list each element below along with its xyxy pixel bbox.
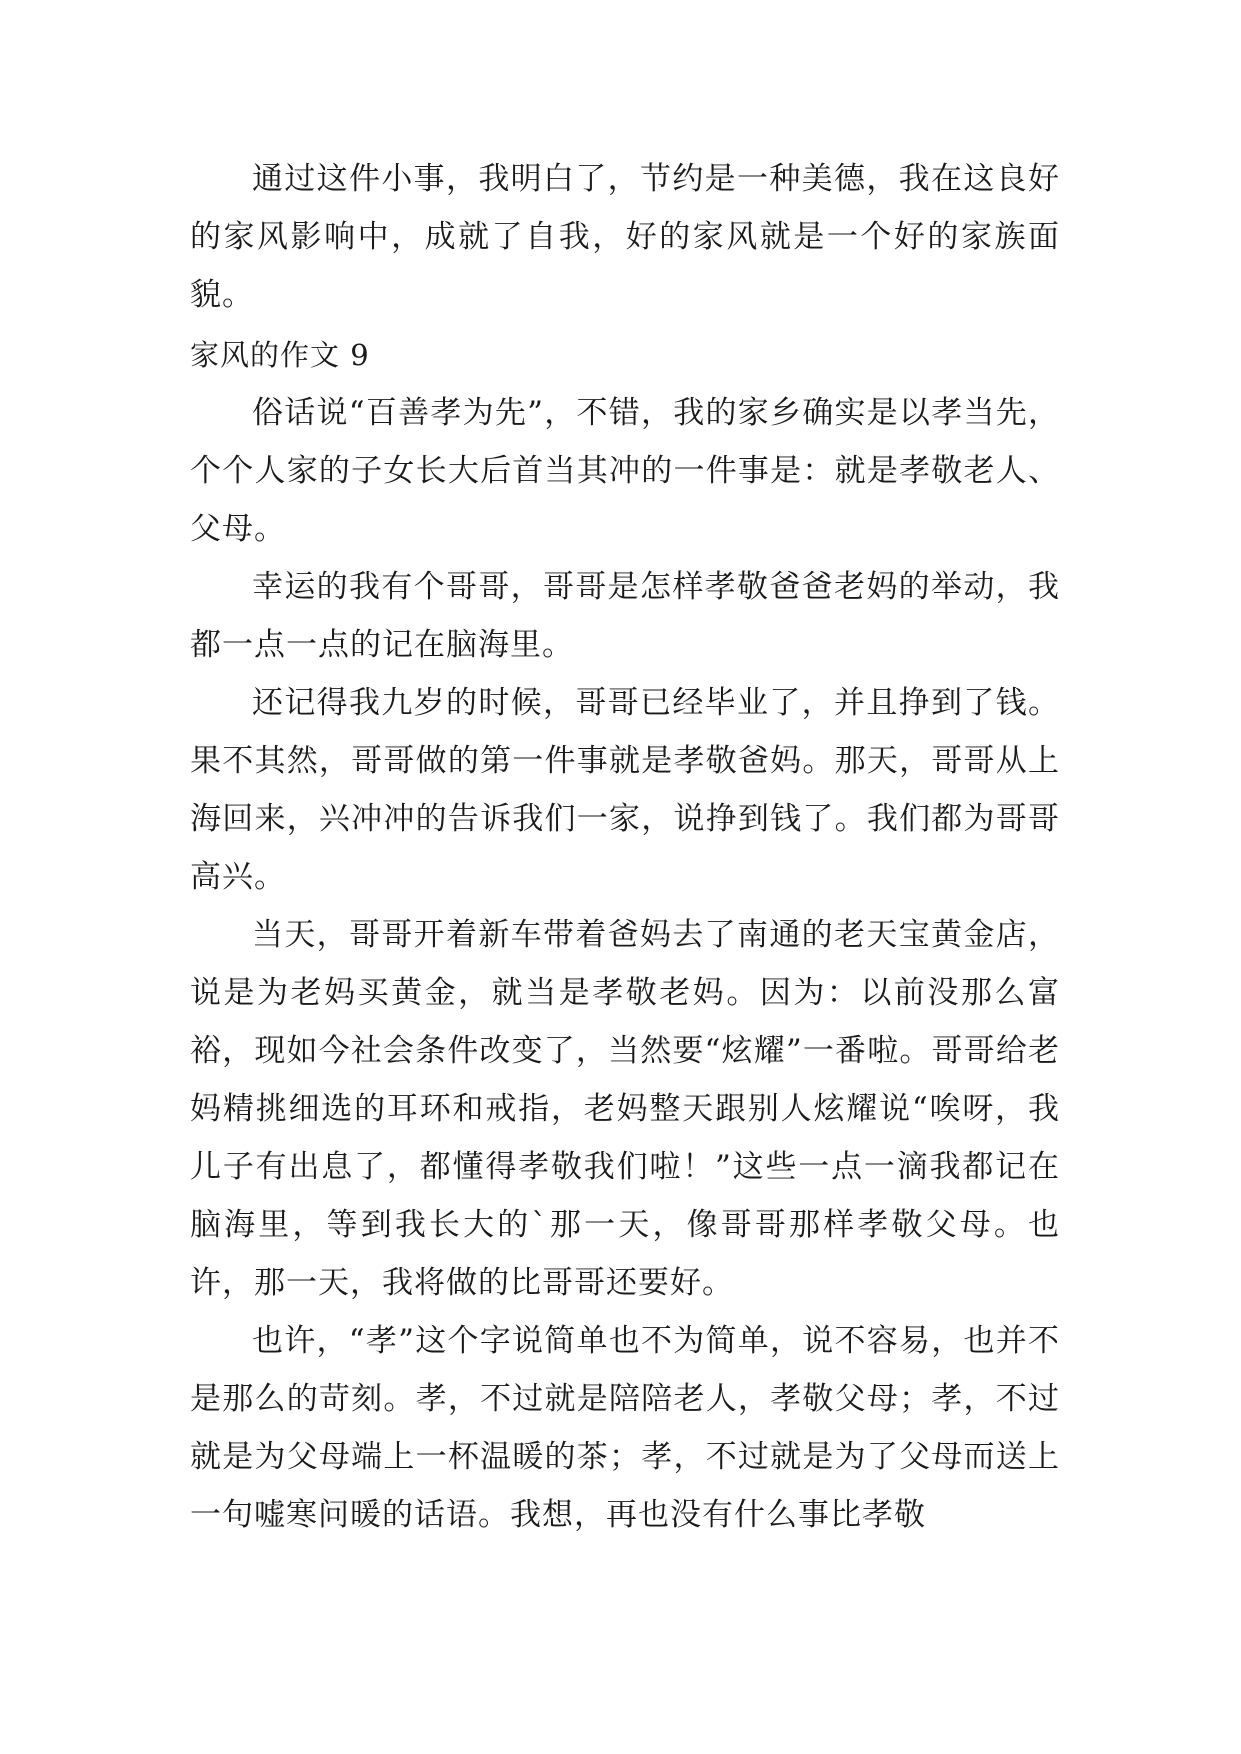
paragraph: 当天，哥哥开着新车带着爸妈去了南通的老天宝黄金店，说是为老妈买黄金，就当是孝敬老妈。因为：以前没那么富裕，现如今社会条件改变了，当然要“炫耀”一番啦。哥哥给老妈精挑细选的耳环和戒指，老妈整天跟别人炫耀说“唉呀，我儿子有出息了，都懂得孝敬我们啦！”这些一点一滴我都记在脑海里，等到我长大的`那一天，像哥哥那样孝敬父母。也许，那一天，我将做的比哥哥还要好。 xyxy=(190,917,1060,1301)
document-page xyxy=(190,150,1060,1544)
paragraph: 俗话说“百善孝为先”，不错，我的家乡确实是以孝当先，个个人家的子女长大后首当其冲的一件事是：就是孝敬老人、父母。 xyxy=(190,395,1060,547)
paragraph: 幸运的我有个哥哥，哥哥是怎样孝敬爸爸老妈的举动，我都一点一点的记在脑海里。 xyxy=(190,569,1060,663)
paragraph: 也许，“孝”这个字说简单也不为简单，说不容易，也并不是那么的苛刻。孝，不过就是陪陪老人，孝敬父母；孝，不过就是为父母端上一杯温暖的茶；孝，不过就是为了父母而送上一句嘘寒问暖的话语。我想，再也没有什么事比孝敬 xyxy=(190,1323,1060,1533)
paragraph: 通过这件小事，我明白了，节约是一种美德，我在这良好的家风影响中，成就了自我，好的家风就是一个好的家族面貌。 xyxy=(190,161,1060,313)
paragraph: 还记得我九岁的时候，哥哥已经毕业了，并且挣到了钱。果不其然，哥哥做的第一件事就是孝敬爸妈。那天，哥哥从上海回来，兴冲冲的告诉我们一家，说挣到钱了。我们都为哥哥高兴。 xyxy=(190,685,1060,895)
section-heading: 家风的作文 9 xyxy=(190,338,370,372)
